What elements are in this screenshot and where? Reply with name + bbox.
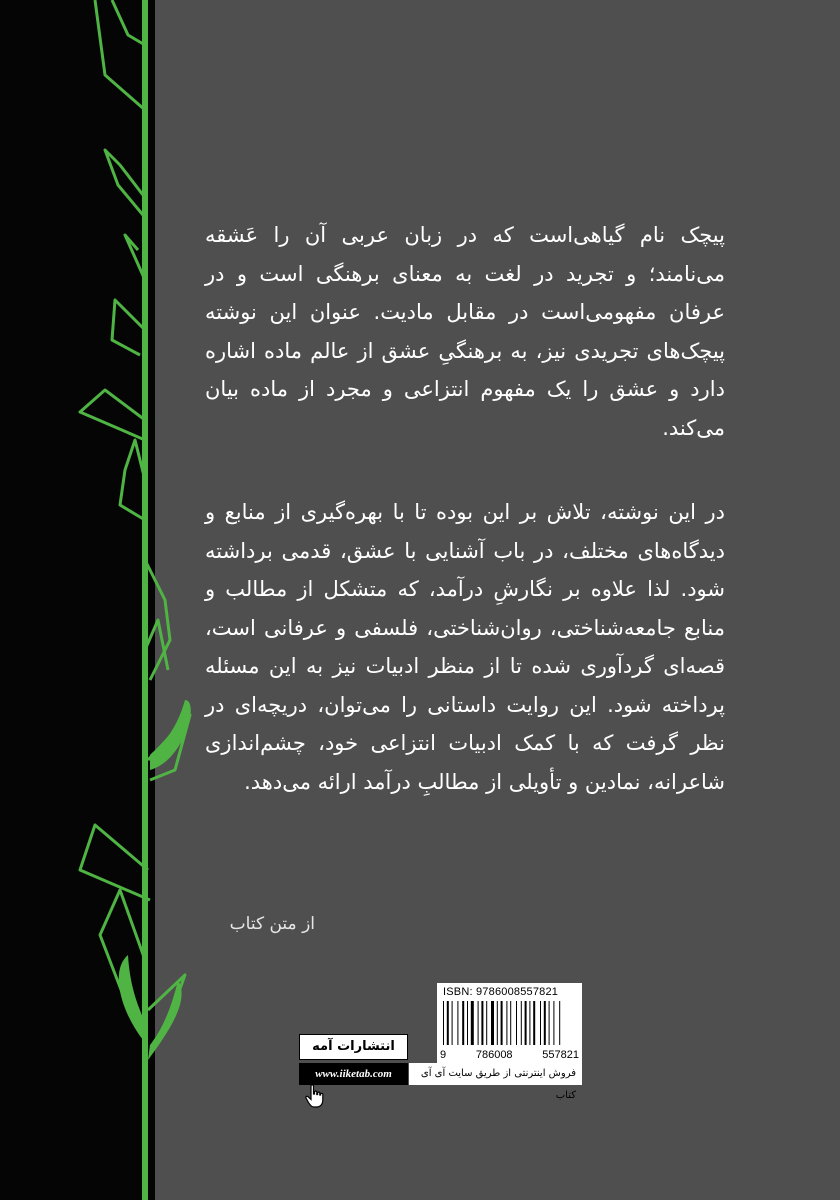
barcode-bars: [443, 1001, 576, 1045]
isbn-barcode: [437, 983, 582, 1063]
barcode-digits-right: 557821: [542, 1049, 579, 1061]
barcode-digit-first: 9: [440, 1049, 447, 1061]
description-paragraph-2: [205, 493, 725, 801]
source-attribution: از متن کتاب: [229, 914, 315, 934]
website-link[interactable]: www.iiketab.com: [299, 1063, 408, 1085]
barcode-digits-left: 786008: [475, 1049, 513, 1061]
vine-illustration: [0, 0, 200, 1200]
hand-pointer-icon: [304, 1084, 326, 1108]
paragraph-text: در این نوشته، تلاش بر این بوده تا با بهره‌گیری از منابع و دیدگاه‌های مختلف، در باب آشنایی با عشق، قدمی برداشته شود. لذا علاوه بر نگارشِ درآمد، که متشکل از مطالب و منابع جامعه‌شناختی، روان‌شناختی، فلسفی و عرفانی است، قصه‌ای گردآوری شده تا از منظر ادبیات نیز به این مسئله پرداخته شود. این روایت داستانی را می‌توان، دریچه‌ای در نظر گرفت که با کمک ادبیات انتزاعی خود، چشم‌اندازی شاعرانه، نمادین و تأویلی از مطالبِ درآمد ارائه می‌دهد.: [205, 500, 725, 794]
paragraph-text: پیچک نام گیاهی‌است که در زبان عربی آن را عَشقه می‌نامند؛ و تجرید در لغت به معنای برهنگی است و در عرفان مفهومی‌است در مقابل مادیت. عنوان این نوشته پیچک‌های تجریدی نیز، به برهنگیِ عشق از عالم ماده اشاره دارد و عشق را یک مفهوم انتزاعی و مجرد از ماده بیان می‌کند.: [205, 223, 725, 440]
isbn-label: ISBN: 9786008557821: [443, 986, 559, 998]
barcode-digits: [440, 1049, 579, 1061]
description-paragraph-1: [205, 216, 725, 447]
publisher-logo: انتشارات آمه: [299, 1034, 408, 1060]
online-sale-label: فروش اینترنتی از طریق سایت آی آی کتاب: [409, 1063, 582, 1085]
